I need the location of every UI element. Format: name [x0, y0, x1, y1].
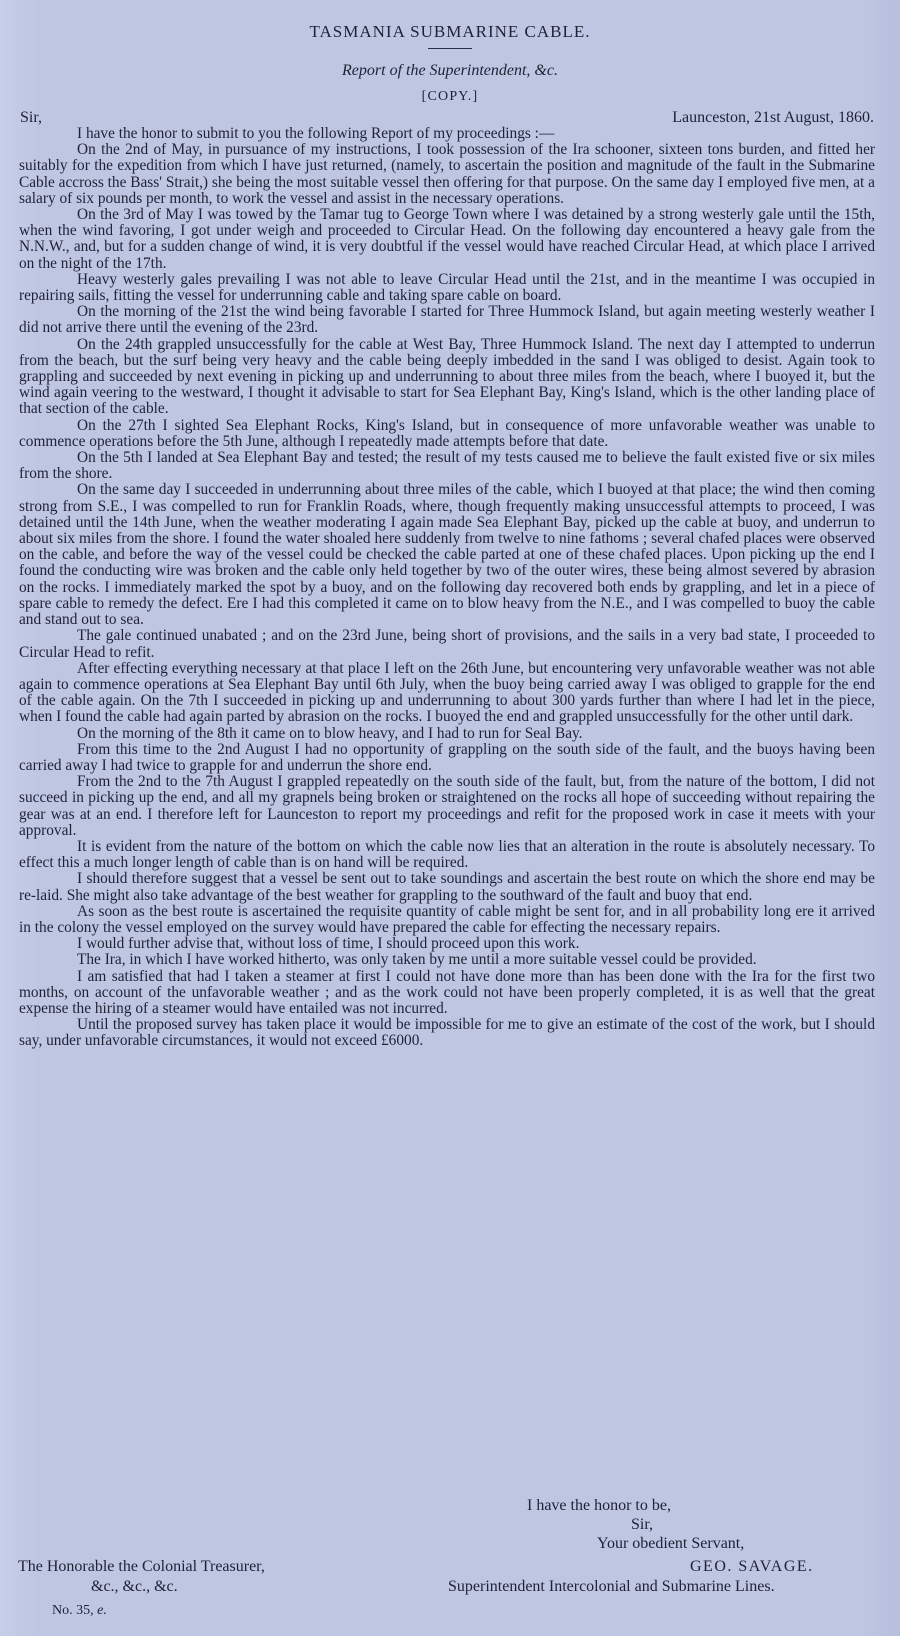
paragraph: Heavy westerly gales prevailing I was not able to leave Circular Head until the 21st, and in the meantime I was occupied in repairing sails, fitting the vessel for underrunning cable and taking spare cable on board. — [19, 270, 875, 305]
copy-marker: [COPY.] — [421, 89, 479, 104]
paragraph: On the 24th grappled unsuccessfully for the cable at West Bay, Three Hummock Island. The next day I attempted to underrun from the beach, but the surf being very heavy and the cable being deeply imbedded in the sand I was obliged to desist. Again took to grappling and succeeded by next evening in picking up and underrunning to about three miles from the beach, where I buoyed it, but the wind again veering to the westward, I thought it advisable to start for Sea Elephant Bay, King's Island, which is the other landing place of that section of the cable. — [19, 335, 875, 418]
report-body — [19, 126, 875, 1050]
addressee-etc: &c., &c., &c. — [91, 1578, 178, 1595]
paragraph: From the 2nd to the 7th August I grappled repeatedly on the south side of the fault, but, from the nature of the bottom, I did not succeed in picking up the end, and all my grapnels being broken or straightened on the rocks all hope of succeeding without repairing the gear was at an end. I therefore left for Launceston to report my proceedings and refit for the proposed work in case it meets with your approval. — [19, 773, 875, 839]
document-title: TASMANIA SUBMARINE CABLE. — [309, 22, 591, 41]
paragraph: From this time to the 2nd August I had no opportunity of grappling on the south side of the fault, and the buoys having been carried away I had twice to grapple for and underrun the shore end. — [19, 740, 875, 774]
paragraph: The Ira, in which I have worked hitherto, was only taken by me until a more suitable vessel could be provided. — [77, 951, 757, 969]
document-subtitle: Report of the Superintendent, &c. — [342, 62, 558, 79]
paragraph: On the 5th I landed at Sea Elephant Bay and tested; the result of my tests caused me to believe the fault existed five or six miles from the shore. — [19, 449, 875, 483]
signatory-name: GEO. SAVAGE. — [690, 1558, 814, 1575]
addressee: The Honorable the Colonial Treasurer, — [18, 1558, 265, 1575]
place-date: Launceston, 21st August, 1860. — [672, 109, 874, 126]
paragraph: I would further advise that, without loss of time, I should proceed upon this work. — [77, 935, 580, 953]
paragraph: On the 2nd of May, in pursuance of my instructions, I took possession of the Ira schooner, sixteen tons burden, and fitted her suitably for the expedition from which I have just returned, (namely, to ascertain the position and magnitude of the fault in the Submarine Cable accross the Bass' Strait,) she being the most suitable vessel then offering for that purpose. On the same day I employed five men, at a salary of six pounds per month, to work the vessel and assist in the necessary operations. — [19, 141, 875, 207]
title-rule — [428, 48, 472, 49]
paragraph: On the 27th I sighted Sea Elephant Rocks, King's Island, but in consequence of more unfavorable weather was unable to commence operations before the 5th June, although I repeatedly made attempts before that date. — [19, 416, 875, 450]
closing-servant: Your obedient Servant, — [597, 1535, 745, 1552]
paragraph: I have the honor to submit to you the following Report of my proceedings :— — [77, 125, 555, 142]
document-number-suffix: e. — [97, 1603, 107, 1618]
salutation: Sir, — [20, 109, 43, 126]
paragraph: I am satisfied that had I taken a steamer at first I could not have done more than has been done with the Ira for the first two months, on account of the unfavorable weather ; and as the work could not have been properly completed, it is as well that the great expense the hiring of a steamer would have entailed was not incurred. — [19, 967, 875, 1017]
paragraph: Until the proposed survey has taken place it would be impossible for me to give an estimate of the cost of the work, but I should say, under unfavorable circumstances, it would not exceed £6000. — [19, 1016, 875, 1050]
signatory-title: Superintendent Intercolonial and Submarine Lines. — [448, 1578, 775, 1595]
paragraph: It is evident from the nature of the bottom on which the cable now lies that an alteration in the route is absolutely necessary. To effect this a much longer length of cable than is on hand will be required. — [19, 837, 875, 872]
paragraph: On the same day I succeeded in underrunning about three miles of the cable, which I buoyed at that place; the wind then coming strong from S.E., I was compelled to run for Franklin Roads, where, though frequently making unsuccessful attempts to proceed, I was detained until the 14th June, when the weather moderating I again made Sea Elephant Bay, picked up the cable at buoy, and underrun to about six miles from the shore. I found the water shoaled here suddenly from twelve to nine fathoms ; several chafed places were observed on the cable, and before the way of the vessel could be checked the cable parted at one of these chafed places. Upon picking up the end I found the conducting wire was broken and the cable only held together by two of the outer wires, these being almost severed by abrasion on the rocks. I immediately marked the spot by a buoy, and on the following day recovered both ends by grappling, and let in a piece of spare cable to remedy the defect. Ere I had this completed it came on to blow heavy from the N.E., and I was compelled to buoy the cable and stand out to sea. — [19, 481, 875, 629]
paragraph: After effecting everything necessary at that place I left on the 26th June, but encountering very unfavorable weather was not able again to commence operations at Sea Elephant Bay until 6th July, when the buoy being carried away I was obliged to grapple for the end of the cable again. On the 7th I succeeded in picking up and underrunning to about 300 yards further than where I had let in the piece, when I found the cable had again parted by abrasion on the rocks. I buoyed the end and grappled unsuccessfully for the other until dark. — [19, 659, 875, 726]
paragraph: On the 3rd of May I was towed by the Tamar tug to George Town where I was detained by a strong westerly gale until the 15th, when the wind favoring, I got under weigh and proceeded to Circular Head. On the following day encountered a heavy gale from the N.N.W., and, but for a sudden change of wind, it is very doubtful if the vessel would have reached Circular Head, at which place I arrived on the night of the 17th. — [19, 206, 875, 272]
paragraph: As soon as the best route is ascertained the requisite quantity of cable might be sent for, and in all probability long ere it arrived in the colony the vessel employed on the survey would have prepared the cable for effecting the necessary repairs. — [19, 902, 875, 936]
paragraph: I should therefore suggest that a vessel be sent out to take soundings and ascertain the best route on which the shore end may be re-laid. She might also take advantage of the best weather for grappling to the southward of the fault and buoy that end. — [19, 870, 875, 904]
document-number-prefix: No. 35, — [52, 1603, 94, 1618]
paragraph: On the morning of the 8th it came on to blow heavy, and I had to run for Seal Bay. — [77, 724, 583, 742]
paragraph: The gale continued unabated ; and on the 23rd June, being short of provisions, and the sails in a very bad state, I proceeded to Circular Head to refit. — [19, 627, 875, 661]
paragraph: On the morning of the 21st the wind being favorable I started for Three Hummock Island, but again meeting westerly weather I did not arrive there until the evening of the 23rd. — [19, 303, 875, 337]
closing-line: I have the honor to be, — [527, 1497, 671, 1514]
document-number — [52, 1603, 107, 1619]
closing-sir: Sir, — [631, 1516, 654, 1533]
